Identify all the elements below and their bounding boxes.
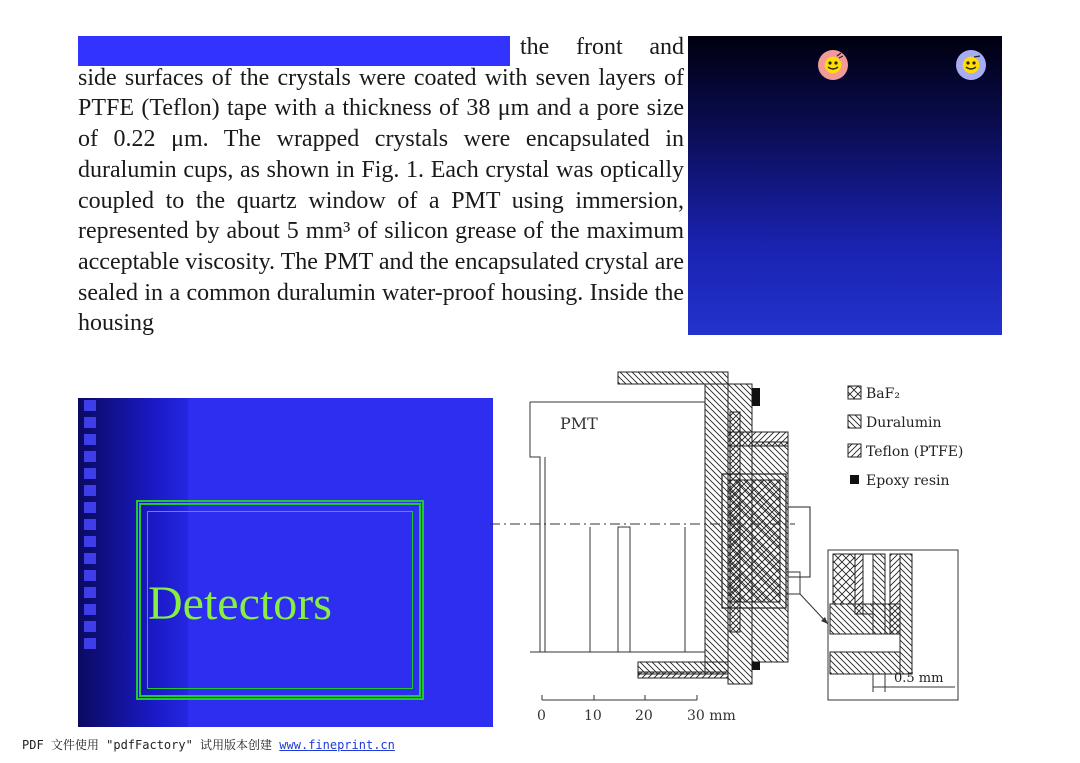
scale-tick-10: 10 xyxy=(584,708,602,724)
pmt-body xyxy=(530,402,705,652)
slide-detectors xyxy=(78,398,493,727)
legend-label-baf2: BaF₂ xyxy=(866,386,900,402)
legend-label-teflon: Teflon (PTFE) xyxy=(866,444,964,460)
scale-bar xyxy=(537,695,736,724)
decor-square xyxy=(84,451,96,462)
baf2-crystal xyxy=(728,480,780,602)
decor-square xyxy=(84,434,96,445)
fineprint-link[interactable] xyxy=(279,738,395,752)
pmt-label: PMT xyxy=(560,414,598,433)
inset-dimension-label: 0.5 mm xyxy=(894,671,944,686)
legend-label-duralumin: Duralumin xyxy=(866,415,942,431)
decor-square xyxy=(84,417,96,428)
housing xyxy=(618,372,810,684)
slide-thumbnail-top xyxy=(688,36,1002,335)
scale-tick-0: 0 xyxy=(537,708,546,724)
smiley-face-icon xyxy=(956,50,986,80)
body-paragraph: the front and side surfaces of the crystals were coated with seven layers of PTFE (Teflon) tape with a thickness of 38 μm and a pore size of 0.22 μm. The wrapped crystals were encapsulated in duralumin cups, as shown in Fig. 1. Each crystal was optically coupled to the quartz window of a PMT using immersion, represented by about 5 mm³ of silicon grease of the maximum acceptable viscosity. The PMT and the encapsulated crystal are sealed in a common duralumin water-proof housing. Inside the housing xyxy=(78,34,684,337)
scale-tick-30: 30 mm xyxy=(687,708,736,724)
smiley-face-icon xyxy=(818,50,848,80)
footer-text: PDF 文件使用 "pdfFactory" 试用版本创建 xyxy=(22,738,280,752)
footer-link-text: fineprint.cn xyxy=(308,738,395,752)
decor-square xyxy=(84,553,96,564)
legend-label-epoxy: Epoxy resin xyxy=(866,473,950,489)
footer-link-prefix: www. xyxy=(279,738,309,752)
decor-square xyxy=(84,638,96,649)
decor-square xyxy=(84,485,96,496)
legend xyxy=(848,386,963,489)
scale-tick-20: 20 xyxy=(635,708,653,724)
pdf-footer xyxy=(22,736,395,753)
legend-swatch-solid xyxy=(850,475,859,484)
decor-square xyxy=(84,468,96,479)
decor-square xyxy=(84,519,96,530)
decor-square xyxy=(84,502,96,513)
legend-swatch-crosshatch xyxy=(848,386,861,399)
decor-square xyxy=(84,621,96,632)
detector-cross-section-diagram xyxy=(490,362,1080,732)
legend-swatch-hatch-back xyxy=(848,415,861,428)
legend-swatch-hatch-forward xyxy=(848,444,861,457)
decor-square xyxy=(84,570,96,581)
decor-square xyxy=(84,400,96,411)
decor-square xyxy=(84,536,96,547)
decor-square xyxy=(84,604,96,615)
slide-title: Detectors xyxy=(148,577,332,630)
decor-square xyxy=(84,587,96,598)
